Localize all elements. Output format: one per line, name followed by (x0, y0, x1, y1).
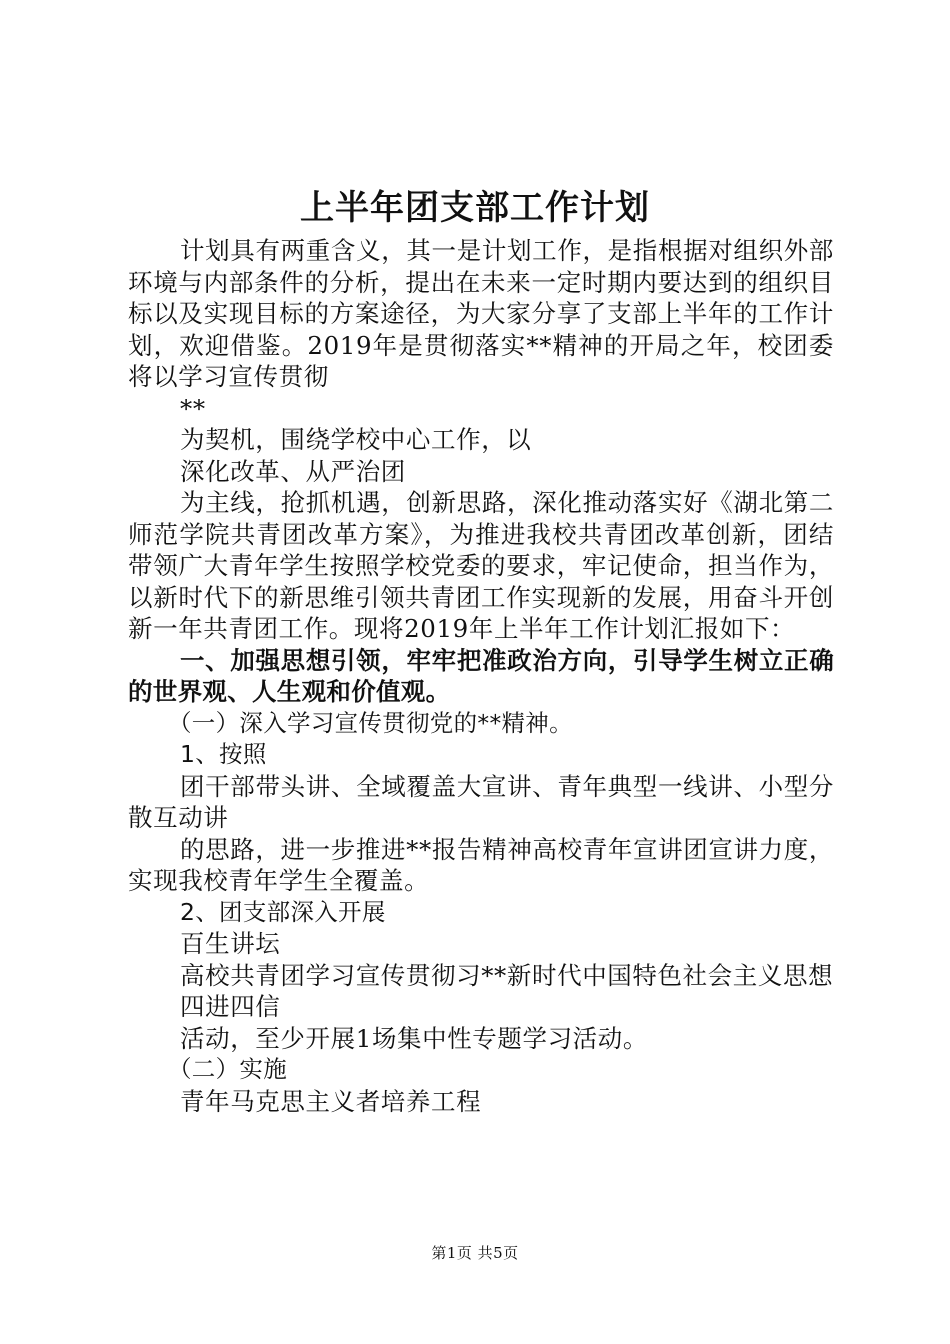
document-title: 上半年团支部工作计划 (300, 188, 650, 228)
body-paragraph: 为契机，围绕学校中心工作，以 (180, 425, 532, 454)
page-indicator: 第1页 共5页 (431, 1244, 519, 1262)
body-paragraph: 四进四信 (180, 992, 281, 1021)
subsection-heading-1: （一）深入学习宣传贯彻党的**精神。 (168, 708, 573, 737)
item-heading-2: 2、团支部深入开展 (180, 897, 386, 926)
body-paragraph: 团干部带头讲、全域覆盖大宣讲、青年典型一线讲、小型分散互动讲 (128, 771, 834, 832)
body-paragraph: 活动，至少开展1场集中性专题学习活动。 (180, 1023, 648, 1053)
body-paragraph: 的思路，进一步推进**报告精神高校青年宣讲团宣讲力度，实现我校青年学生全覆盖。 (128, 834, 834, 895)
section-heading-1: 一、加强思想引领，牢牢把准政治方向，引导学生树立正确的世界观、人生观和价值观。 (128, 645, 834, 706)
body-paragraph: 百生讲坛 (180, 929, 281, 958)
body-paragraph: ** (180, 393, 206, 423)
document-body (128, 235, 834, 1117)
item-heading-1: 1、按照 (180, 740, 267, 768)
body-paragraph: 为主线，抢抓机遇，创新思路，深化推动落实好《湖北第二师范学院共青团改革方案》，为推进我校共青团改革创新，团结带领广大青年学生按照学校党委的要求，牢记使命，担当作为，以新时代下的新思维引领共青团工作实现新的发展，用奋斗开创新一年共青团工作。现将2019年上半年工作计划汇报如下： (128, 488, 834, 643)
intro-paragraph: 计划具有两重含义，其一是计划工作，是指根据对组织外部环境与内部条件的分析，提出在未来一定时期内要达到的组织目标以及实现目标的方案途径，为大家分享了支部上半年的工作计划，欢迎借鉴。2019年是贯彻落实**精神的开局之年，校团委将以学习宣传贯彻 (128, 236, 834, 391)
subsection-heading-2: （二）实施 (168, 1055, 287, 1083)
body-paragraph: 深化改革、从严治团 (180, 456, 406, 486)
body-paragraph: 青年马克思主义者培养工程 (180, 1086, 482, 1116)
body-paragraph: 高校共青团学习宣传贯彻习**新时代中国特色社会主义思想 (180, 960, 834, 990)
